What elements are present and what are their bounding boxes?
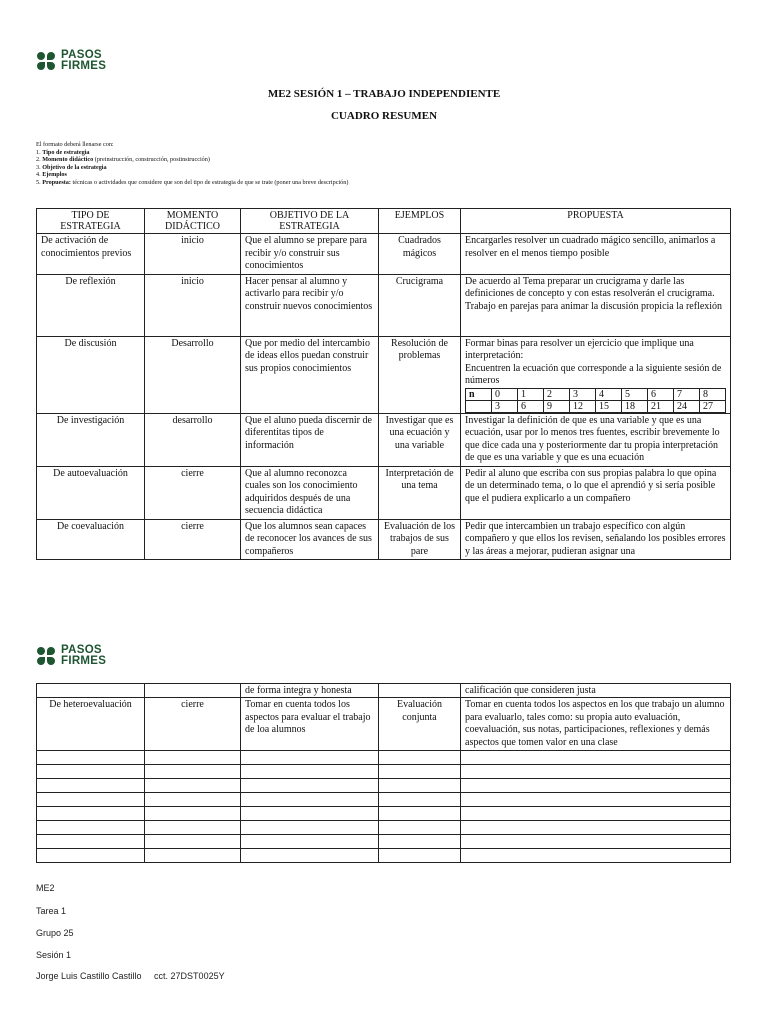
cell-tipo: De autoevaluación <box>37 466 145 519</box>
sequence-result: 15 <box>596 400 622 412</box>
sequence-result: 21 <box>648 400 674 412</box>
cell-objetivo: Que al alumno reconozca cuales son los conocimiento adquiridos después de una secuencia didáctica <box>241 466 379 519</box>
summary-table-continued <box>36 683 731 863</box>
footer-author: Jorge Luis Castillo Castillo cct. 27DST0025Y <box>36 971 225 981</box>
cell-propuesta: calificación que consideren justa <box>461 684 731 698</box>
footer-session: Sesión 1 <box>36 950 72 960</box>
logo-line-2: FIRMES <box>61 60 107 72</box>
empty-row <box>37 821 731 835</box>
cell-momento: cierre <box>145 698 241 751</box>
cell-tipo: De activación de conocimientos previos <box>37 234 145 275</box>
empty-row <box>37 751 731 765</box>
cell-propuesta: Pedir que intercambien un trabajo específico con algún compañero y que ellos los revisen, señalando los posibles errores y las áreas a mejorar, pudieran asignar una <box>461 519 731 560</box>
sequence-result: 27 <box>700 400 726 412</box>
brand-logo <box>37 50 106 72</box>
empty-row <box>37 779 731 793</box>
table-row <box>37 413 731 466</box>
cell-momento: cierre <box>145 466 241 519</box>
cell-ejemplos: Resolución de problemas <box>379 336 461 413</box>
empty-row <box>37 849 731 863</box>
instructions <box>36 141 476 187</box>
cell-propuesta: Tomar en cuenta todos los aspectos en los que trabajo un alumno para evaluarlo, tales como: su propia auto evaluación, coevaluación, sus notas, participaciones, reflexiones y demás aspectos que tomen valor en una clase <box>461 698 731 751</box>
table-row <box>37 466 731 519</box>
footer-group: Grupo 25 <box>36 928 74 938</box>
cell-ejemplos: Investigar que es una ecuación y una variable <box>379 413 461 466</box>
number-sequence-table <box>465 388 726 413</box>
cell-ejemplos: Cuadrados mágicos <box>379 234 461 275</box>
cell-propuesta: De acuerdo al Tema preparar un crucigrama y darle las definiciones de concepto y con estas resolverán el crucigrama. Trabajo en parejas para animar la discusión propicia la reflexión <box>461 274 731 336</box>
cell-tipo: De reflexión <box>37 274 145 336</box>
cell-propuesta: Encargarles resolver un cuadrado mágico sencillo, animarlos a resolver en el menos tiempo posible <box>461 234 731 275</box>
table-row <box>37 684 731 698</box>
sequence-n-value: 7 <box>674 388 700 400</box>
table-header-row <box>37 209 731 234</box>
pasos-firmes-logo-icon <box>37 52 56 71</box>
column-header: PROPUESTA <box>461 209 731 234</box>
cell-tipo: De heteroevaluación <box>37 698 145 751</box>
sequence-result: 24 <box>674 400 700 412</box>
cell-propuesta: Pedir al aluno que escriba con sus propias palabra lo que opina de un determinado tema, o lo que el aprendió y si sería posible que el pudiera explicarlo a un compañero <box>461 466 731 519</box>
table-row <box>37 698 731 751</box>
instruction-item: 4. Ejemplos <box>36 171 67 179</box>
sequence-n-value: 1 <box>518 388 544 400</box>
sequence-result: 3 <box>492 400 518 412</box>
brand-logo <box>37 645 106 667</box>
cell-momento: desarrollo <box>145 413 241 466</box>
empty-row <box>37 793 731 807</box>
column-header: MOMENTO DIDÁCTICO <box>145 209 241 234</box>
empty-row <box>37 765 731 779</box>
cell-propuesta <box>461 336 731 413</box>
column-header: EJEMPLOS <box>379 209 461 234</box>
sequence-n-value: 5 <box>622 388 648 400</box>
instruction-item: 5. Propuesta: técnicas o actividades que considere que son del tipo de estrategia de que se trate (poner una breve descripción) <box>36 178 349 186</box>
sequence-n-value: 8 <box>700 388 726 400</box>
sequence-result-row <box>466 400 726 412</box>
sequence-result: 9 <box>544 400 570 412</box>
propuesta-text: Formar binas para resolver un ejercicio que implique una interpretación: Encuentren la ecuación que corresponde a la siguiente sesión de números <box>465 337 722 386</box>
instruction-item: 2. Momento didáctico (preinstrucción, construcción, postinstrucción) <box>36 156 210 164</box>
sequence-n-value: 3 <box>570 388 596 400</box>
cell-ejemplos: Evaluación de los trabajos de sus pare <box>379 519 461 560</box>
instructions-intro: El formato deberá llenarse con: <box>36 141 114 148</box>
document-title: ME2 SESIÓN 1 – TRABAJO INDEPENDIENTE <box>267 88 501 100</box>
sequence-result: 18 <box>622 400 648 412</box>
footer-task: Tarea 1 <box>36 906 67 916</box>
cell-propuesta: Investigar la definición de que es una variable y que es una ecuación, usar por lo menos tres fuentes, escribir brevemente lo que dice cada una y posteriormente dar tu propia interpretación de que es una variable y que es una ecuación <box>461 413 731 466</box>
logo-line-1: PASOS <box>61 49 102 61</box>
table-row <box>37 519 731 560</box>
cell-tipo: De coevaluación <box>37 519 145 560</box>
cell-tipo: De discusión <box>37 336 145 413</box>
sequence-n-label: n <box>466 388 492 400</box>
logo-line-2: FIRMES <box>61 655 107 667</box>
footer-course: ME2 <box>36 883 55 893</box>
summary-table <box>36 208 731 560</box>
table-row <box>37 234 731 275</box>
column-header: OBJETIVO DE LA ESTRATEGIA <box>241 209 379 234</box>
cell-momento: cierre <box>145 519 241 560</box>
cell-momento: inicio <box>145 234 241 275</box>
column-header: TIPO DE ESTRATEGIA <box>37 209 145 234</box>
empty-row <box>37 835 731 849</box>
cell-objetivo: Que el aluno pueda discernir de diferentitas tipos de información <box>241 413 379 466</box>
empty-row <box>37 807 731 821</box>
cell-momento: inicio <box>145 274 241 336</box>
sequence-n-value: 0 <box>492 388 518 400</box>
cell-ejemplos: Evaluación conjunta <box>379 698 461 751</box>
table-row <box>37 336 731 413</box>
sequence-n-row <box>466 388 726 400</box>
sequence-n-value: 6 <box>648 388 674 400</box>
cell-objetivo: Que por medio del intercambio de ideas ellos puedan construir sus propios conocimientos <box>241 336 379 413</box>
cell-objetivo: de forma integra y honesta <box>241 684 379 698</box>
instruction-item: 1. Tipo de estrategia <box>36 148 90 156</box>
cell-objetivo: Que los alumnos sean capaces de reconocer los avances de sus compañeros <box>241 519 379 560</box>
cell-ejemplos: Crucigrama <box>379 274 461 336</box>
cell-objetivo: Tomar en cuenta todos los aspectos para evaluar el trabajo de loa alumnos <box>241 698 379 751</box>
pasos-firmes-logo-icon <box>37 647 56 666</box>
table-row <box>37 274 731 336</box>
cell-ejemplos: Interpretación de una tema <box>379 466 461 519</box>
cell-momento: Desarrollo <box>145 336 241 413</box>
sequence-result: 6 <box>518 400 544 412</box>
sequence-n-value: 2 <box>544 388 570 400</box>
cell-objetivo: Que el alumno se prepare para recibir y/o construir sus conocimientos <box>241 234 379 275</box>
logo-line-1: PASOS <box>61 644 102 656</box>
cell-objetivo: Hacer pensar al alumno y activarlo para recibir y/o construir nuevos conocimientos <box>241 274 379 336</box>
cell-tipo: De investigación <box>37 413 145 466</box>
sequence-n-value: 4 <box>596 388 622 400</box>
document-subtitle: CUADRO RESUMEN <box>330 110 438 122</box>
instruction-item: 3. Objetivo de la estrategia <box>36 163 107 171</box>
sequence-result: 12 <box>570 400 596 412</box>
